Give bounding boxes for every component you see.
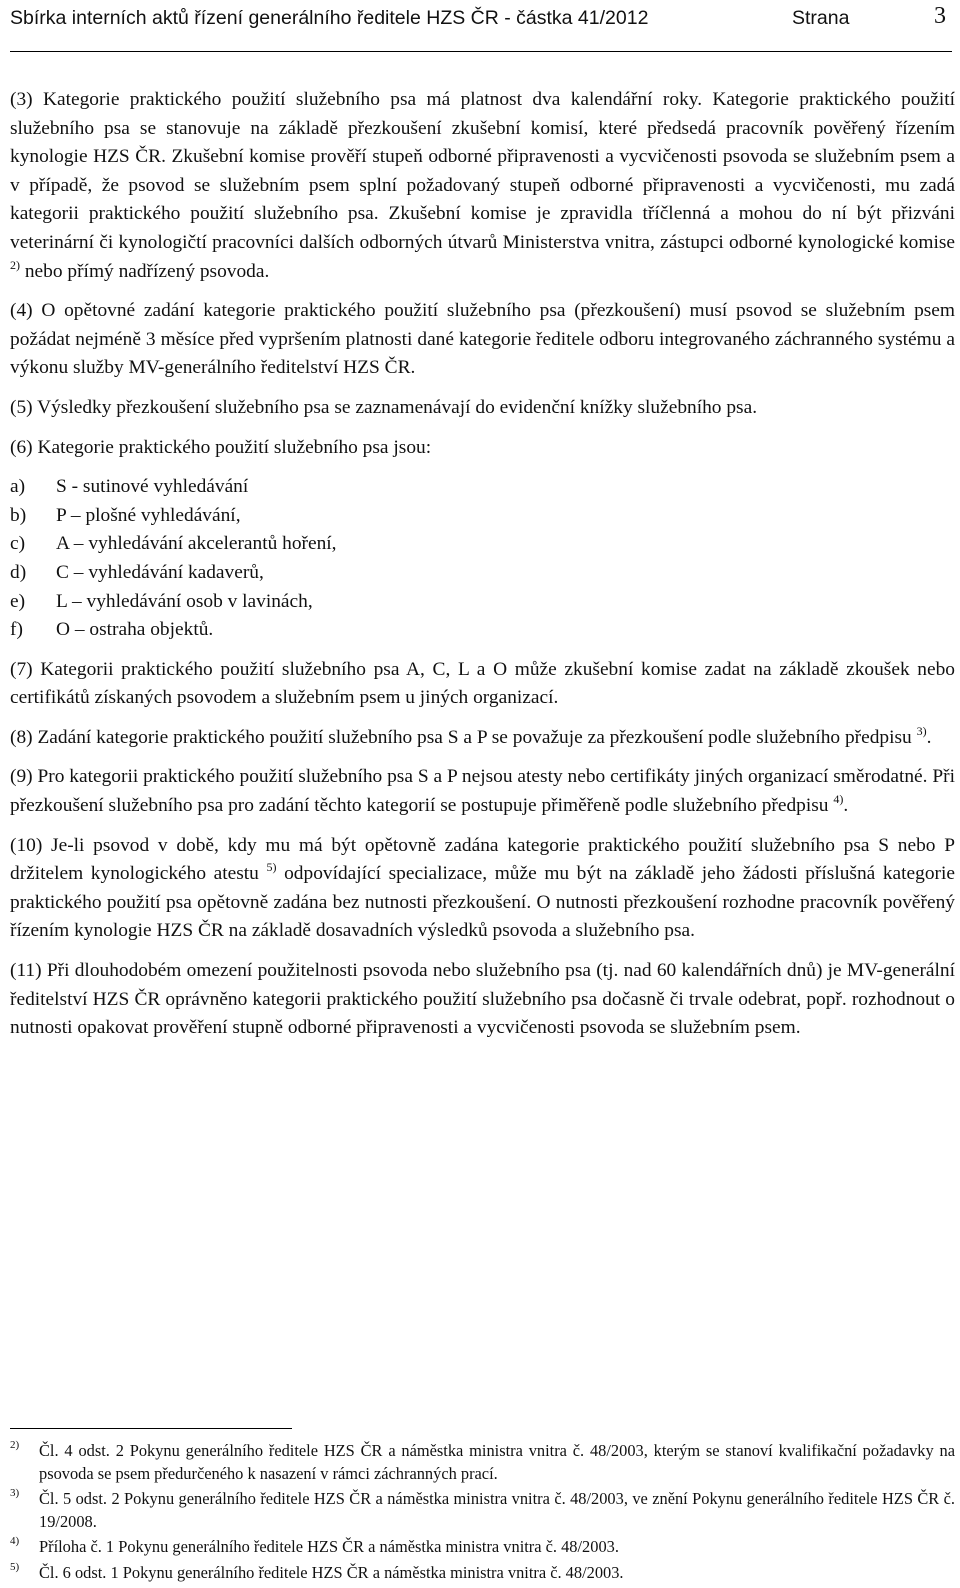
paragraph-8-text-a: (8) Zadání kategorie praktického použití služebního psa S a P se považuje za přezkoušení podle služebního předpisu xyxy=(10,726,912,748)
list-item xyxy=(10,473,955,502)
list-marker: a) xyxy=(10,476,26,498)
paragraph-8-text-b: . xyxy=(926,726,932,748)
footnote-number: 2) xyxy=(10,1439,20,1451)
footnote-text: Čl. 5 odst. 2 Pokynu generálního ředitele HZS ČR a náměstka ministra vnitra č. 48/2003, ve znění Pokynu generálního ředitele HZS ČR č. 19/2008. xyxy=(39,1489,955,1531)
footnote-ref-2: 2) xyxy=(10,257,20,272)
list-item xyxy=(10,616,955,645)
paragraph-5: (5) Výsledky přezkoušení služebního psa se zaznamenávají do evidenční knížky služebního psa. xyxy=(10,396,758,418)
footnote-number: 4) xyxy=(10,1535,20,1548)
paragraph-3-text-b: nebo přímý nadřízený psovoda. xyxy=(24,260,270,282)
list-item-text: C – vyhledávání kadaverů, xyxy=(56,561,264,583)
paragraph-9 xyxy=(10,763,955,820)
footnote xyxy=(10,1488,955,1533)
list-marker: c) xyxy=(10,533,26,555)
paragraph-11: (11) Při dlouhodobém omezení použitelnosti psovoda nebo služebního psa (tj. nad 60 kalendářních dnů) je MV-generální ředitelství HZS ČR oprávněno kategorii praktického použití služebního psa dočasně či trvale odebrat, popř. rozhodnout o nutnosti opakovat prověření stupně odborné připravenosti a vycvičenosti psovoda se služebním psem. xyxy=(10,960,955,1039)
list-item-text: A – vyhledávání akcelerantů hoření, xyxy=(56,533,337,555)
list-marker: f) xyxy=(10,619,23,641)
paragraph-10-text-a: (10) Je-li psovod v době, kdy mu má být opětovně zadána kategorie praktického použití služebního psa S nebo P držitelem kynologického atestu xyxy=(10,834,955,885)
list-item xyxy=(10,559,955,588)
paragraph-6: (6) Kategorie praktického použití služebního psa jsou: xyxy=(10,436,432,458)
footnote xyxy=(10,1536,955,1559)
list-marker: e) xyxy=(10,590,26,612)
document-body xyxy=(10,86,955,1054)
category-list xyxy=(10,473,955,645)
list-item-text: S - sutinové vyhledávání xyxy=(56,476,249,498)
paragraph-10-text-b: odpovídající specializace, může mu být na základě jeho žádosti příslušná kategorie praktického použití psa opětovně zadána bez nutnosti přezkoušení. O nutnosti přezkoušení rozhodne pracovník pověřený řízením kynologie HZS ČR na základě dosavadních výsledků psovoda a služebního psa. xyxy=(10,863,955,942)
paragraph-3 xyxy=(10,86,955,286)
footnote-text: Čl. 6 odst. 1 Pokynu generálního ředitele HZS ČR a náměstka ministra vnitra č. 48/2003. xyxy=(39,1562,624,1582)
header-rule xyxy=(10,51,952,52)
paragraph-10 xyxy=(10,832,955,946)
list-item xyxy=(10,530,955,559)
header-title: Sbírka interních aktů řízení generálního ředitele HZS ČR - částka 41/2012 xyxy=(10,7,649,29)
list-item xyxy=(10,502,955,531)
paragraph-8 xyxy=(10,724,955,753)
footnote-ref-5: 5) xyxy=(266,860,277,875)
list-item-text: P – plošné vyhledávání, xyxy=(56,504,241,526)
footnote-text: Příloha č. 1 Pokynu generálního ředitele HZS ČR a náměstka ministra vnitra č. 48/2003. xyxy=(39,1537,619,1557)
footnote-text: Čl. 4 odst. 2 Pokynu generálního ředitele HZS ČR a náměstka ministra vnitra č. 48/2003, kterým se stanoví kvalifikační požadavky na psovoda se psem předurčeného k nasazení v rámci záchranných prací. xyxy=(39,1441,955,1483)
paragraph-3-text-a: (3) Kategorie praktického použití služebního psa má platnost dva kalendářní roky. Kategorie praktického použití služebního psa se stanovuje na základě přezkoušení zkušební komisí, které předsedá pracovník pověřený řízením kynologie HZS ČR. Zkušební komise prověří stupeň odborné připravenosti a vycvičenosti psovoda se služebním psem a v případě, že psovod se služebním psem splní požadovaný stupeň odborné připravenosti a vycvičenosti, mu zadá kategorii praktického použití služebního psa. Zkušební komise je zpravidla tříčlenná a mohou do ní být přizváni veterinární či kynologičtí pracovníci dalších odborných útvarů Ministerstva vnitra, zástupci odborné kynologické komise xyxy=(10,89,955,253)
footnote-separator xyxy=(10,1428,292,1429)
header-page-label: Strana xyxy=(792,7,850,29)
list-marker: b) xyxy=(10,504,27,526)
paragraph-9-text-a: (9) Pro kategorii praktického použití služebního psa S a P nejsou atesty nebo certifikáty jiných organizací směrodatné. Při přezkoušení služebního psa pro zadání těchto kategorií se postupuje přiměřeně podle služebního předpisu xyxy=(10,766,955,817)
list-item-text: O – ostraha objektů. xyxy=(56,619,214,641)
footnote xyxy=(10,1562,955,1585)
footnote-number: 5) xyxy=(10,1560,20,1573)
footnote-ref-3: 3) xyxy=(916,723,927,738)
paragraph-9-text-b: . xyxy=(843,795,849,817)
list-item-text: L – vyhledávání osob v lavinách, xyxy=(56,590,313,612)
list-item xyxy=(10,588,955,617)
paragraph-7: (7) Kategorii praktického použití služebního psa A, C, L a O může zkušební komise zadat na základě zkoušek nebo certifikátů získaných psovodem a služebním psem u jiných organizací. xyxy=(10,658,955,709)
paragraph-4: (4) O opětovné zadání kategorie praktického použití služebního psa (přezkoušení) musí psovod se služebním psem požádat nejméně 3 měsíce před vypršením platnosti dané kategorie ředitele odboru integrovaného záchranného systému a výkonu služby MV-generálního ředitelství HZS ČR. xyxy=(10,300,955,379)
footnote xyxy=(10,1440,955,1485)
header-page-number: 3 xyxy=(934,3,946,29)
footnote-number: 3) xyxy=(10,1487,20,1500)
list-marker: d) xyxy=(10,561,27,583)
page-header xyxy=(10,2,952,50)
footnote-ref-4: 4) xyxy=(833,792,844,807)
footnotes xyxy=(10,1440,955,1588)
